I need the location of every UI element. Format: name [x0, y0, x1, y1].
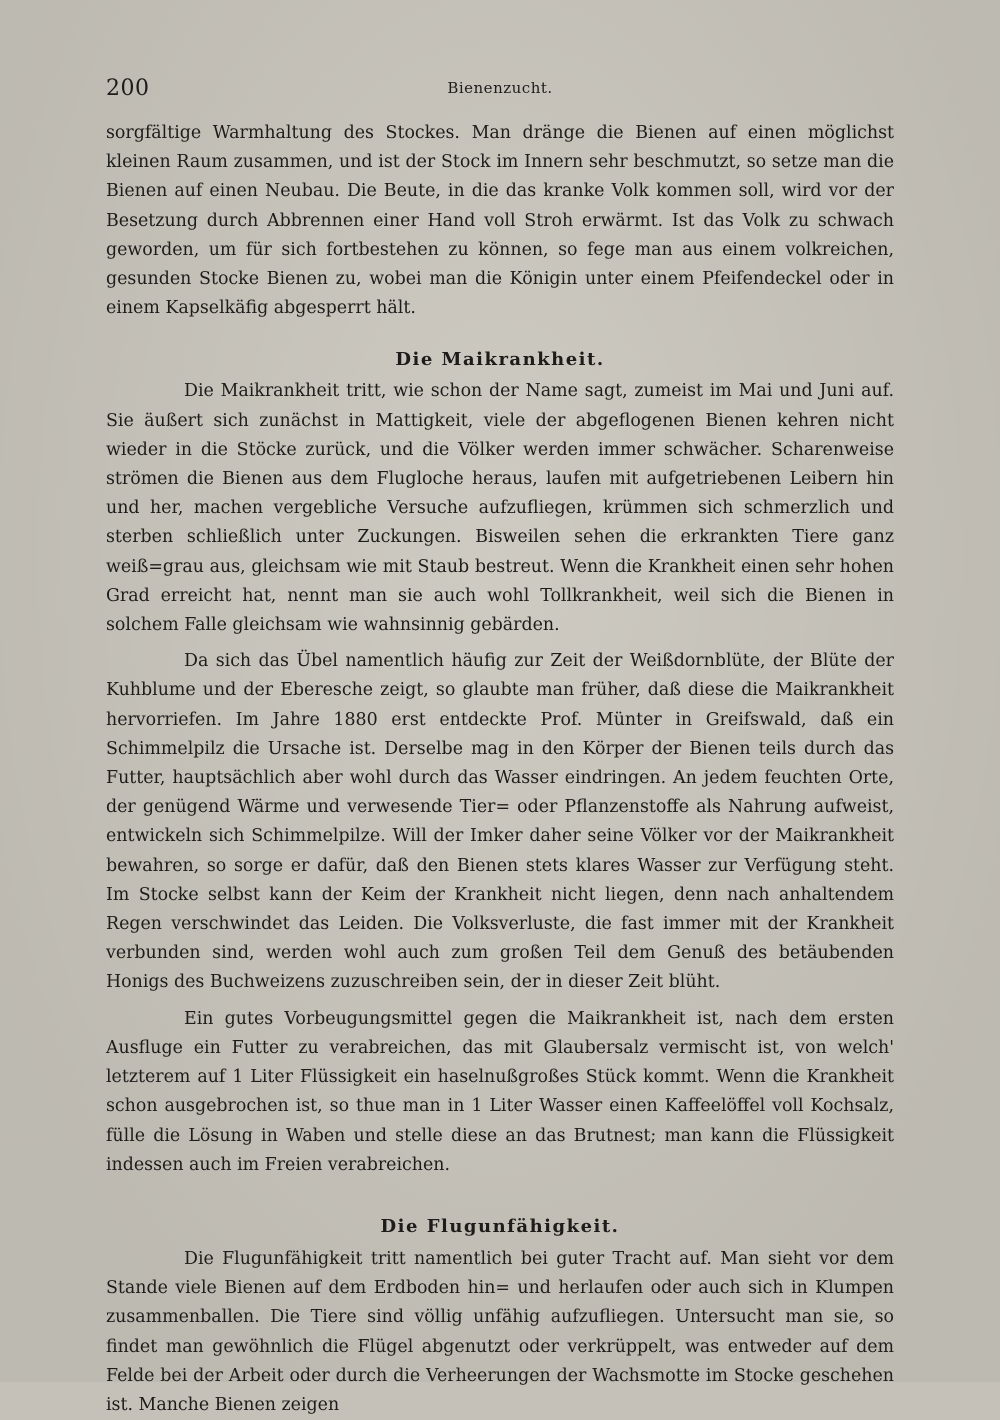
paragraph: Die Maikrankheit tritt, wie schon der Name sagt, zumeist im Mai und Juni auf. Sie äußert sich zunächst in Mattigkeit, viele der abgeflogenen Bienen kehren nicht wieder in die Stöcke zurück, und die Völker werden immer schwächer. Scharenweise strömen die Bienen aus dem Flugloche heraus, laufen mit aufgetriebenen Leibern hin und her, machen vergebliche Versuche aufzufliegen, krümmen sich schmerzlich und sterben schließlich unter Zuckungen. Bisweilen sehen die erkrankten Tiere ganz weiß=grau aus, gleichsam wie mit Staub bestreut. Wenn die Krankheit einen sehr hohen Grad erreicht hat, nennt man sie auch wohl Tollkrankheit, weil sich die Bienen in solchem Falle gleichsam wie wahnsinnig gebärden. — [106, 381, 894, 636]
page-header — [106, 76, 894, 106]
page-number: 200 — [106, 76, 150, 101]
running-title: Bienenzucht. — [447, 79, 553, 97]
paragraph: Da sich das Übel namentlich häufig zur Zeit der Weißdornblüte, der Blüte der Kuhblume und der Eberesche zeigt, so glaubte man früher, daß diese die Maikrankheit hervorriefen. Im Jahre 1880 erst entdeckte Prof. Münter in Greifswald, daß ein Schimmelpilz die Ursache ist. Derselbe mag in den Körper der Bienen teils durch das Futter, hauptsächlich aber wohl durch das Wasser eindringen. An jedem feuchten Orte, der genügend Wärme und verwesende Tier= oder Pflanzenstoffe als Nahrung aufweist, entwickeln sich Schimmelpilze. Will der Imker daher seine Völker vor der Maikrankheit bewahren, so sorge er dafür, daß den Bienen stets klares Wasser zur Verfügung steht. Im Stocke selbst kann der Keim der Krankheit nicht liegen, denn nach anhaltendem Regen verschwindet das Leiden. Die Volksverluste, die fast immer mit der Krankheit verbunden sind, werden wohl auch zum großen Teil dem Genuß des betäubenden Honigs des Buchweizens zuzuschreiben sein, der in dieser Zeit blüht. — [106, 651, 894, 993]
section-heading-flugunfaehigkeit: Die Flugunfähigkeit. — [380, 1215, 620, 1237]
paragraph: Die Flugunfähigkeit tritt namentlich bei guter Tracht auf. Man sieht vor dem Stande viele Bienen auf dem Erdboden hin= und herlaufen oder auch sich in Klumpen zusammenballen. Die Tiere sind völlig unfähig aufzufliegen. Untersucht man sie, so findet man gewöhnlich die Flügel abgenutzt oder verkrüppelt, was entweder auf dem Felde bei der Arbeit oder durch die Verheerungen der Wachsmotte im Stocke geschehen ist. Manche Bienen zeigen — [106, 1248, 894, 1415]
paragraph: Ein gutes Vorbeugungsmittel gegen die Maikrankheit ist, nach dem ersten Ausfluge ein Futter zu verabreichen, das mit Glaubersalz vermischt ist, von welch' letzterem auf 1 Liter Flüssigkeit ein haselnußgroßes Stück kommt. Wenn die Krankheit schon ausgebrochen ist, so thue man in 1 Liter Wasser einen Kaffeelöffel voll Kochsalz, fülle die Lösung in Waben und stelle diese an das Brutnest; man kann die Flüssigkeit indessen auch im Freien verabreichen. — [106, 1008, 894, 1175]
page-body — [106, 119, 894, 1420]
section-heading-maikrankheit: Die Maikrankheit. — [395, 349, 605, 371]
paragraph-continuation: sorgfältige Warmhaltung des Stockes. Man dränge die Bienen auf einen möglichst kleinen Raum zusammen, und ist der Stock im Innern sehr beschmutzt, so setze man die Bienen auf einen Neubau. Die Beute, in die das kranke Volk kommen soll, wird vor der Besetzung durch Abbrennen einer Hand voll Stroh erwärmt. Ist das Volk zu schwach geworden, um für sich fortbestehen zu können, so fege man aus einem volkreichen, gesunden Stocke Bienen zu, wobei man die Königin unter einem Pfeifendeckel oder in einem Kapselkäfig abgesperrt hält. — [106, 123, 894, 319]
